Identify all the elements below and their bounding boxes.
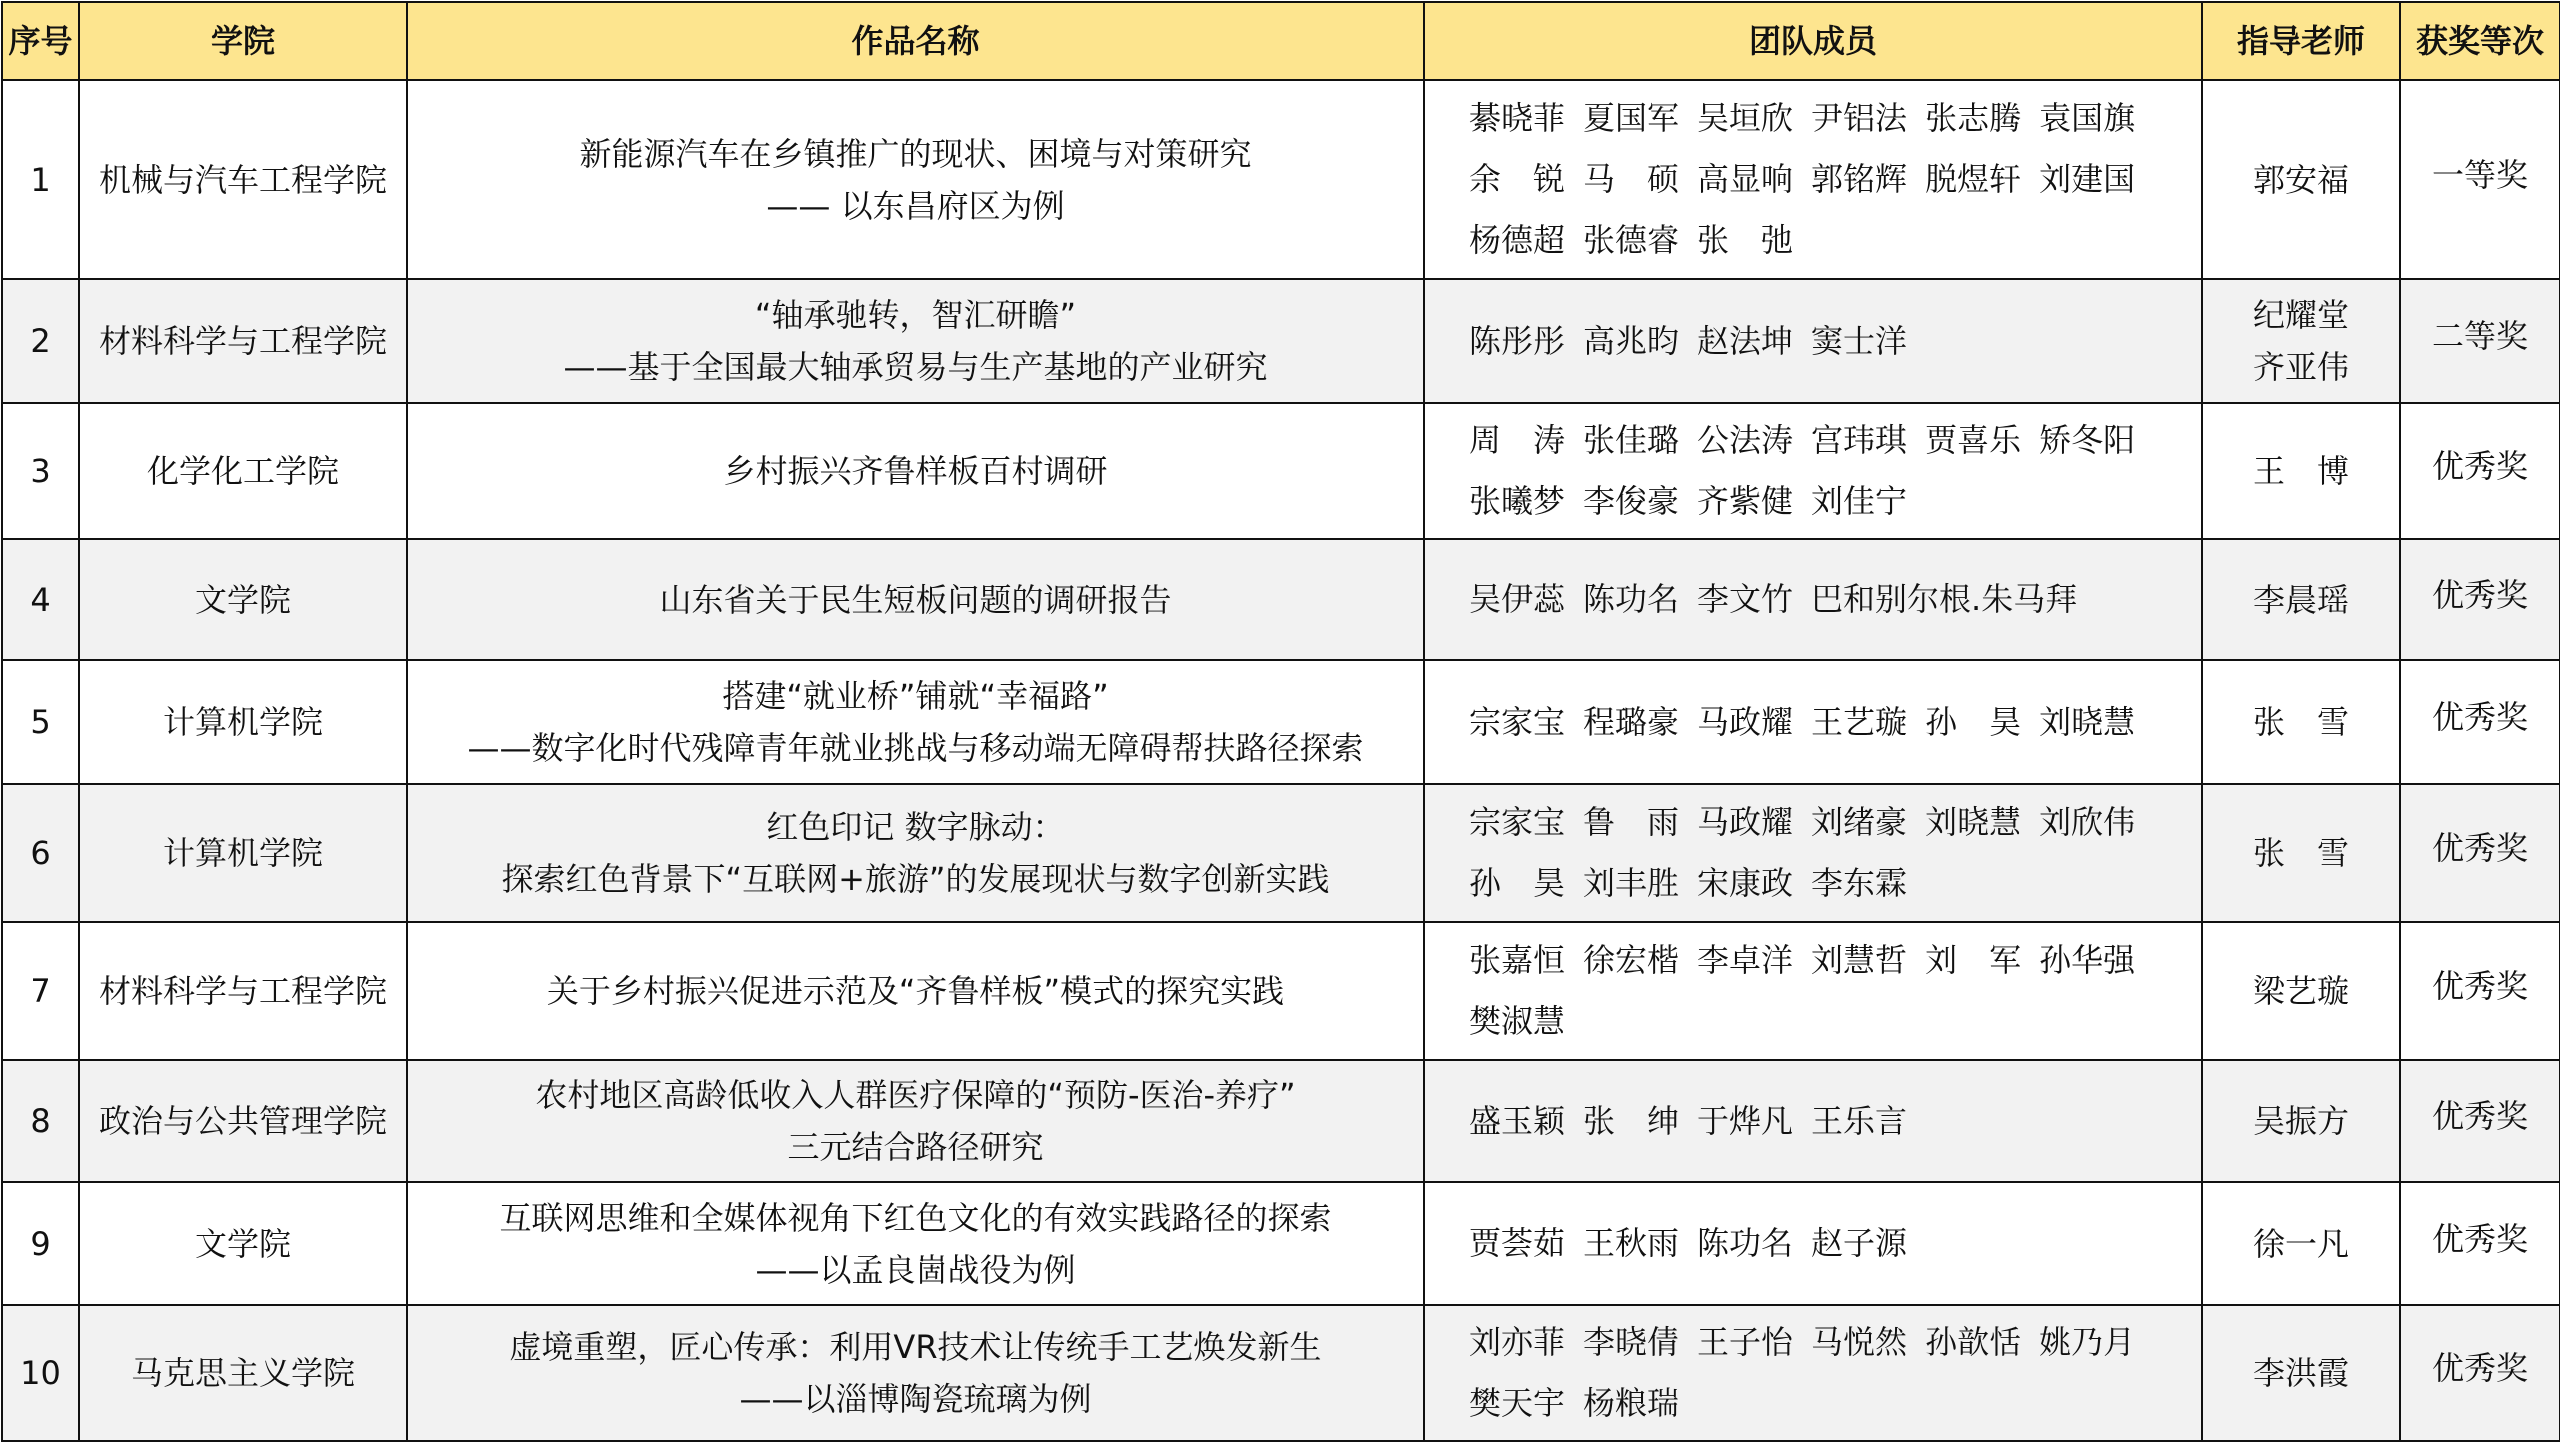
college-cell: 计算机学院 bbox=[79, 660, 407, 784]
table-row bbox=[2, 1305, 2560, 1441]
team-member: 高兆昀 bbox=[1583, 321, 1680, 360]
team-member: 马政耀 bbox=[1697, 702, 1794, 741]
award-cell bbox=[2400, 784, 2560, 922]
team-member: 赵法坤 bbox=[1697, 321, 1794, 360]
team-line bbox=[1469, 149, 2189, 210]
team-member: 尹铝法 bbox=[1811, 99, 1908, 137]
project-title-line: 乡村振兴齐鲁样板百村调研 bbox=[723, 452, 1108, 490]
row-number-cell: 1 bbox=[2, 80, 79, 279]
row-number-cell: 9 bbox=[2, 1182, 79, 1305]
header-title: 作品名称 bbox=[407, 2, 1424, 80]
team-members-cell bbox=[1424, 922, 2202, 1060]
table-row bbox=[2, 279, 2560, 403]
team-member: 宋康政 bbox=[1697, 864, 1794, 902]
project-title-cell bbox=[407, 784, 1424, 922]
row-number-cell: 8 bbox=[2, 1060, 79, 1182]
team-member: 贾荟茹 bbox=[1469, 1224, 1566, 1262]
award-cell bbox=[2400, 279, 2560, 403]
project-title-line: —— 以东昌府区为例 bbox=[766, 186, 1065, 225]
award-cell bbox=[2400, 922, 2560, 1060]
award-level: 一等奖 bbox=[2431, 155, 2528, 194]
project-title-line: 关于乡村振兴促进示范及“齐鲁样板”模式的探究实践 bbox=[546, 972, 1285, 1010]
row-number-cell: 10 bbox=[2, 1305, 79, 1441]
awards-table bbox=[1, 1, 2560, 1442]
team-member: 程璐豪 bbox=[1583, 702, 1680, 741]
award-level: 二等奖 bbox=[2431, 317, 2528, 355]
award-level: 优秀奖 bbox=[2431, 447, 2528, 485]
team-member: 姚乃月 bbox=[2039, 1323, 2136, 1361]
table-body bbox=[2, 80, 2560, 1441]
team-member: 宫玮琪 bbox=[1811, 421, 1908, 459]
team-member: 马悦然 bbox=[1811, 1323, 1908, 1361]
advisor-cell bbox=[2202, 922, 2400, 1060]
project-title-line: ——基于全国最大轴承贸易与生产基地的产业研究 bbox=[563, 348, 1268, 386]
award-level: 优秀奖 bbox=[2431, 1097, 2528, 1135]
team-member: 袁国旗 bbox=[2039, 99, 2136, 137]
college-cell: 材料科学与工程学院 bbox=[79, 279, 407, 403]
team-line bbox=[1469, 210, 2189, 271]
team-member: 巴和别尔根.朱马拜 bbox=[1811, 580, 2078, 618]
team-member: 刘建国 bbox=[2039, 160, 2136, 198]
team-member: 王秋雨 bbox=[1583, 1224, 1680, 1262]
project-title-line: ——以淄博陶瓷琉璃为例 bbox=[739, 1380, 1092, 1418]
team-members-cell bbox=[1424, 784, 2202, 922]
team-member: 郭铭辉 bbox=[1811, 160, 1908, 198]
college-cell: 政治与公共管理学院 bbox=[79, 1060, 407, 1182]
table-row bbox=[2, 1060, 2560, 1182]
advisor-cell bbox=[2202, 1305, 2400, 1441]
project-title-cell bbox=[407, 1060, 1424, 1182]
team-member: 杨粮瑞 bbox=[1583, 1384, 1680, 1422]
team-members-cell bbox=[1424, 403, 2202, 539]
team-member: 刘 军 bbox=[1925, 941, 2022, 979]
team-line bbox=[1469, 991, 2189, 1052]
team-member: 刘亦菲 bbox=[1469, 1323, 1566, 1361]
team-member: 脱煜轩 bbox=[1925, 160, 2022, 198]
header-row bbox=[2, 2, 2560, 80]
team-member: 高显响 bbox=[1697, 160, 1794, 198]
table-row bbox=[2, 539, 2560, 660]
advisor-name: 纪耀堂 bbox=[2252, 296, 2349, 334]
advisor-name: 王 博 bbox=[2252, 452, 2349, 490]
table-row bbox=[2, 660, 2560, 784]
team-member: 刘佳宁 bbox=[1811, 482, 1908, 520]
row-number-cell: 5 bbox=[2, 660, 79, 784]
advisor-cell bbox=[2202, 279, 2400, 403]
team-member: 张德睿 bbox=[1583, 221, 1680, 259]
college-cell: 计算机学院 bbox=[79, 784, 407, 922]
award-cell bbox=[2400, 660, 2560, 784]
team-line bbox=[1469, 1213, 2189, 1274]
team-member: 于烨凡 bbox=[1697, 1101, 1794, 1140]
award-level: 优秀奖 bbox=[2431, 698, 2528, 736]
team-member: 樊淑慧 bbox=[1469, 1002, 1566, 1040]
header-team: 团队成员 bbox=[1424, 2, 2202, 80]
advisor-name: 吴振方 bbox=[2252, 1102, 2349, 1140]
row-number-cell: 3 bbox=[2, 403, 79, 539]
team-member: 矫冬阳 bbox=[2039, 421, 2136, 459]
team-members-cell bbox=[1424, 1060, 2202, 1182]
team-members-cell bbox=[1424, 1305, 2202, 1441]
team-member: 王乐言 bbox=[1811, 1101, 1908, 1140]
team-member: 齐紫健 bbox=[1697, 482, 1794, 520]
team-member: 陈彤彤 bbox=[1469, 321, 1566, 360]
award-level: 优秀奖 bbox=[2431, 575, 2528, 614]
advisor-name: 梁艺璇 bbox=[2252, 972, 2349, 1010]
team-line bbox=[1469, 1373, 2189, 1434]
project-title-line: 农村地区高龄低收入人群医疗保障的“预防-医治-养疗” bbox=[535, 1076, 1296, 1114]
team-line bbox=[1469, 792, 2189, 853]
team-member: 綦晓菲 bbox=[1469, 99, 1566, 137]
project-title-line: 搭建“就业桥”铺就“幸福路” bbox=[722, 677, 1109, 715]
project-title-line: 三元结合路径研究 bbox=[787, 1128, 1044, 1166]
team-member: 赵子源 bbox=[1811, 1224, 1908, 1262]
header-no: 序号 bbox=[2, 2, 79, 80]
team-member: 吴垣欣 bbox=[1697, 99, 1794, 137]
team-member: 张 绅 bbox=[1583, 1101, 1680, 1140]
team-line bbox=[1469, 1312, 2189, 1373]
project-title-line: 探索红色背景下“互联网+旅游”的发展现状与数字创新实践 bbox=[501, 860, 1330, 898]
team-member: 公法涛 bbox=[1697, 421, 1794, 459]
team-members-cell bbox=[1424, 80, 2202, 279]
team-member: 李东霖 bbox=[1811, 864, 1908, 902]
advisor-cell bbox=[2202, 1182, 2400, 1305]
row-number-cell: 4 bbox=[2, 539, 79, 660]
team-members-cell bbox=[1424, 1182, 2202, 1305]
award-cell bbox=[2400, 1182, 2560, 1305]
team-member: 夏国军 bbox=[1583, 99, 1680, 137]
team-member: 宗家宝 bbox=[1469, 803, 1566, 841]
team-member: 周 涛 bbox=[1469, 421, 1566, 459]
team-line bbox=[1469, 471, 2189, 532]
team-member: 吴伊蕊 bbox=[1469, 580, 1566, 618]
advisor-name: 张 雪 bbox=[2252, 834, 2349, 872]
table-row bbox=[2, 922, 2560, 1060]
college-cell: 文学院 bbox=[79, 539, 407, 660]
team-member: 宗家宝 bbox=[1469, 702, 1566, 741]
advisor-name: 李洪霞 bbox=[2252, 1354, 2349, 1392]
award-level: 优秀奖 bbox=[2431, 829, 2528, 867]
project-title-line: 虚境重塑，匠心传承：利用VR技术让传统手工艺焕发新生 bbox=[509, 1328, 1322, 1366]
team-member: 李俊豪 bbox=[1583, 482, 1680, 520]
award-level: 优秀奖 bbox=[2431, 1349, 2528, 1387]
advisor-name: 张 雪 bbox=[2252, 703, 2349, 741]
team-member: 盛玉颖 bbox=[1469, 1101, 1566, 1140]
team-line bbox=[1469, 410, 2189, 471]
project-title-cell bbox=[407, 539, 1424, 660]
team-line bbox=[1469, 1091, 2189, 1152]
advisor-cell bbox=[2202, 784, 2400, 922]
team-member: 李晓倩 bbox=[1583, 1323, 1680, 1361]
team-member: 刘晓慧 bbox=[1925, 803, 2022, 841]
team-member: 窦士洋 bbox=[1811, 321, 1908, 360]
team-line bbox=[1469, 569, 2189, 630]
college-cell: 化学化工学院 bbox=[79, 403, 407, 539]
award-cell bbox=[2400, 80, 2560, 279]
team-member: 马政耀 bbox=[1697, 803, 1794, 841]
team-member: 刘丰胜 bbox=[1583, 864, 1680, 902]
team-member: 张志腾 bbox=[1925, 99, 2022, 137]
advisor-name: 徐一凡 bbox=[2252, 1224, 2349, 1263]
college-cell: 材料科学与工程学院 bbox=[79, 922, 407, 1060]
team-member: 王子怡 bbox=[1697, 1323, 1794, 1361]
project-title-cell bbox=[407, 1305, 1424, 1441]
team-member: 张 弛 bbox=[1697, 221, 1794, 259]
team-member: 孙 昊 bbox=[1469, 864, 1566, 902]
team-line bbox=[1469, 930, 2189, 991]
project-title-line: 山东省关于民生短板问题的调研报告 bbox=[659, 580, 1172, 619]
team-member: 张嘉恒 bbox=[1469, 941, 1566, 979]
team-member: 杨德超 bbox=[1469, 221, 1566, 259]
header-college: 学院 bbox=[79, 2, 407, 80]
team-member: 陈功名 bbox=[1583, 580, 1680, 618]
project-title-line: 互联网思维和全媒体视角下红色文化的有效实践路径的探索 bbox=[499, 1198, 1332, 1237]
team-member: 刘欣伟 bbox=[2039, 803, 2136, 841]
table-row bbox=[2, 403, 2560, 539]
advisor-cell bbox=[2202, 403, 2400, 539]
award-level: 优秀奖 bbox=[2431, 1219, 2528, 1258]
team-member: 刘慧哲 bbox=[1811, 941, 1908, 979]
team-member: 陈功名 bbox=[1697, 1224, 1794, 1262]
team-line bbox=[1469, 311, 2189, 372]
header-award: 获奖等次 bbox=[2400, 2, 2560, 80]
college-cell: 马克思主义学院 bbox=[79, 1305, 407, 1441]
award-cell bbox=[2400, 1060, 2560, 1182]
project-title-cell bbox=[407, 279, 1424, 403]
team-member: 马 硕 bbox=[1583, 160, 1680, 198]
team-member: 李文竹 bbox=[1697, 580, 1794, 618]
team-members-cell bbox=[1424, 660, 2202, 784]
advisor-name: 郭安福 bbox=[2252, 160, 2349, 199]
team-member: 张佳璐 bbox=[1583, 421, 1680, 459]
award-cell bbox=[2400, 403, 2560, 539]
advisor-cell bbox=[2202, 539, 2400, 660]
team-member: 刘绪豪 bbox=[1811, 803, 1908, 841]
table-row bbox=[2, 80, 2560, 279]
college-cell: 机械与汽车工程学院 bbox=[79, 80, 407, 279]
team-line bbox=[1469, 88, 2189, 149]
college-cell: 文学院 bbox=[79, 1182, 407, 1305]
project-title-line: 红色印记 数字脉动： bbox=[766, 808, 1065, 846]
project-title-line: 新能源汽车在乡镇推广的现状、困境与对策研究 bbox=[579, 134, 1252, 173]
team-member: 孙 昊 bbox=[1925, 702, 2022, 741]
project-title-cell bbox=[407, 403, 1424, 539]
project-title-line: ——以孟良崮战役为例 bbox=[755, 1250, 1076, 1289]
team-member: 李卓洋 bbox=[1697, 941, 1794, 979]
award-cell bbox=[2400, 539, 2560, 660]
award-cell bbox=[2400, 1305, 2560, 1441]
team-member: 徐宏楷 bbox=[1583, 941, 1680, 979]
team-member: 孙歆恬 bbox=[1925, 1323, 2022, 1361]
team-member: 刘晓慧 bbox=[2039, 702, 2136, 741]
table-row bbox=[2, 784, 2560, 922]
team-member: 王艺璇 bbox=[1811, 702, 1908, 741]
award-level: 优秀奖 bbox=[2431, 967, 2528, 1005]
project-title-cell bbox=[407, 80, 1424, 279]
advisor-cell bbox=[2202, 80, 2400, 279]
row-number-cell: 6 bbox=[2, 784, 79, 922]
project-title-line: “轴承驰转，智汇研瞻” bbox=[754, 296, 1077, 334]
team-members-cell bbox=[1424, 279, 2202, 403]
team-member: 张曦梦 bbox=[1469, 482, 1566, 520]
row-number-cell: 2 bbox=[2, 279, 79, 403]
team-member: 鲁 雨 bbox=[1583, 803, 1680, 841]
team-member: 余 锐 bbox=[1469, 160, 1566, 198]
advisor-cell bbox=[2202, 660, 2400, 784]
advisor-name: 李晨瑶 bbox=[2252, 580, 2349, 619]
team-member: 贾喜乐 bbox=[1925, 421, 2022, 459]
advisor-cell bbox=[2202, 1060, 2400, 1182]
project-title-cell bbox=[407, 1182, 1424, 1305]
project-title-cell bbox=[407, 660, 1424, 784]
advisor-name: 齐亚伟 bbox=[2252, 348, 2349, 386]
team-member: 孙华强 bbox=[2039, 941, 2136, 979]
row-number-cell: 7 bbox=[2, 922, 79, 1060]
table-row bbox=[2, 1182, 2560, 1305]
project-title-line: ——数字化时代残障青年就业挑战与移动端无障碍帮扶路径探索 bbox=[467, 729, 1364, 767]
header-advisor: 指导老师 bbox=[2202, 2, 2400, 80]
team-member: 樊天宇 bbox=[1469, 1384, 1566, 1422]
team-line bbox=[1469, 692, 2189, 753]
team-line bbox=[1469, 853, 2189, 914]
project-title-cell bbox=[407, 922, 1424, 1060]
team-members-cell bbox=[1424, 539, 2202, 660]
